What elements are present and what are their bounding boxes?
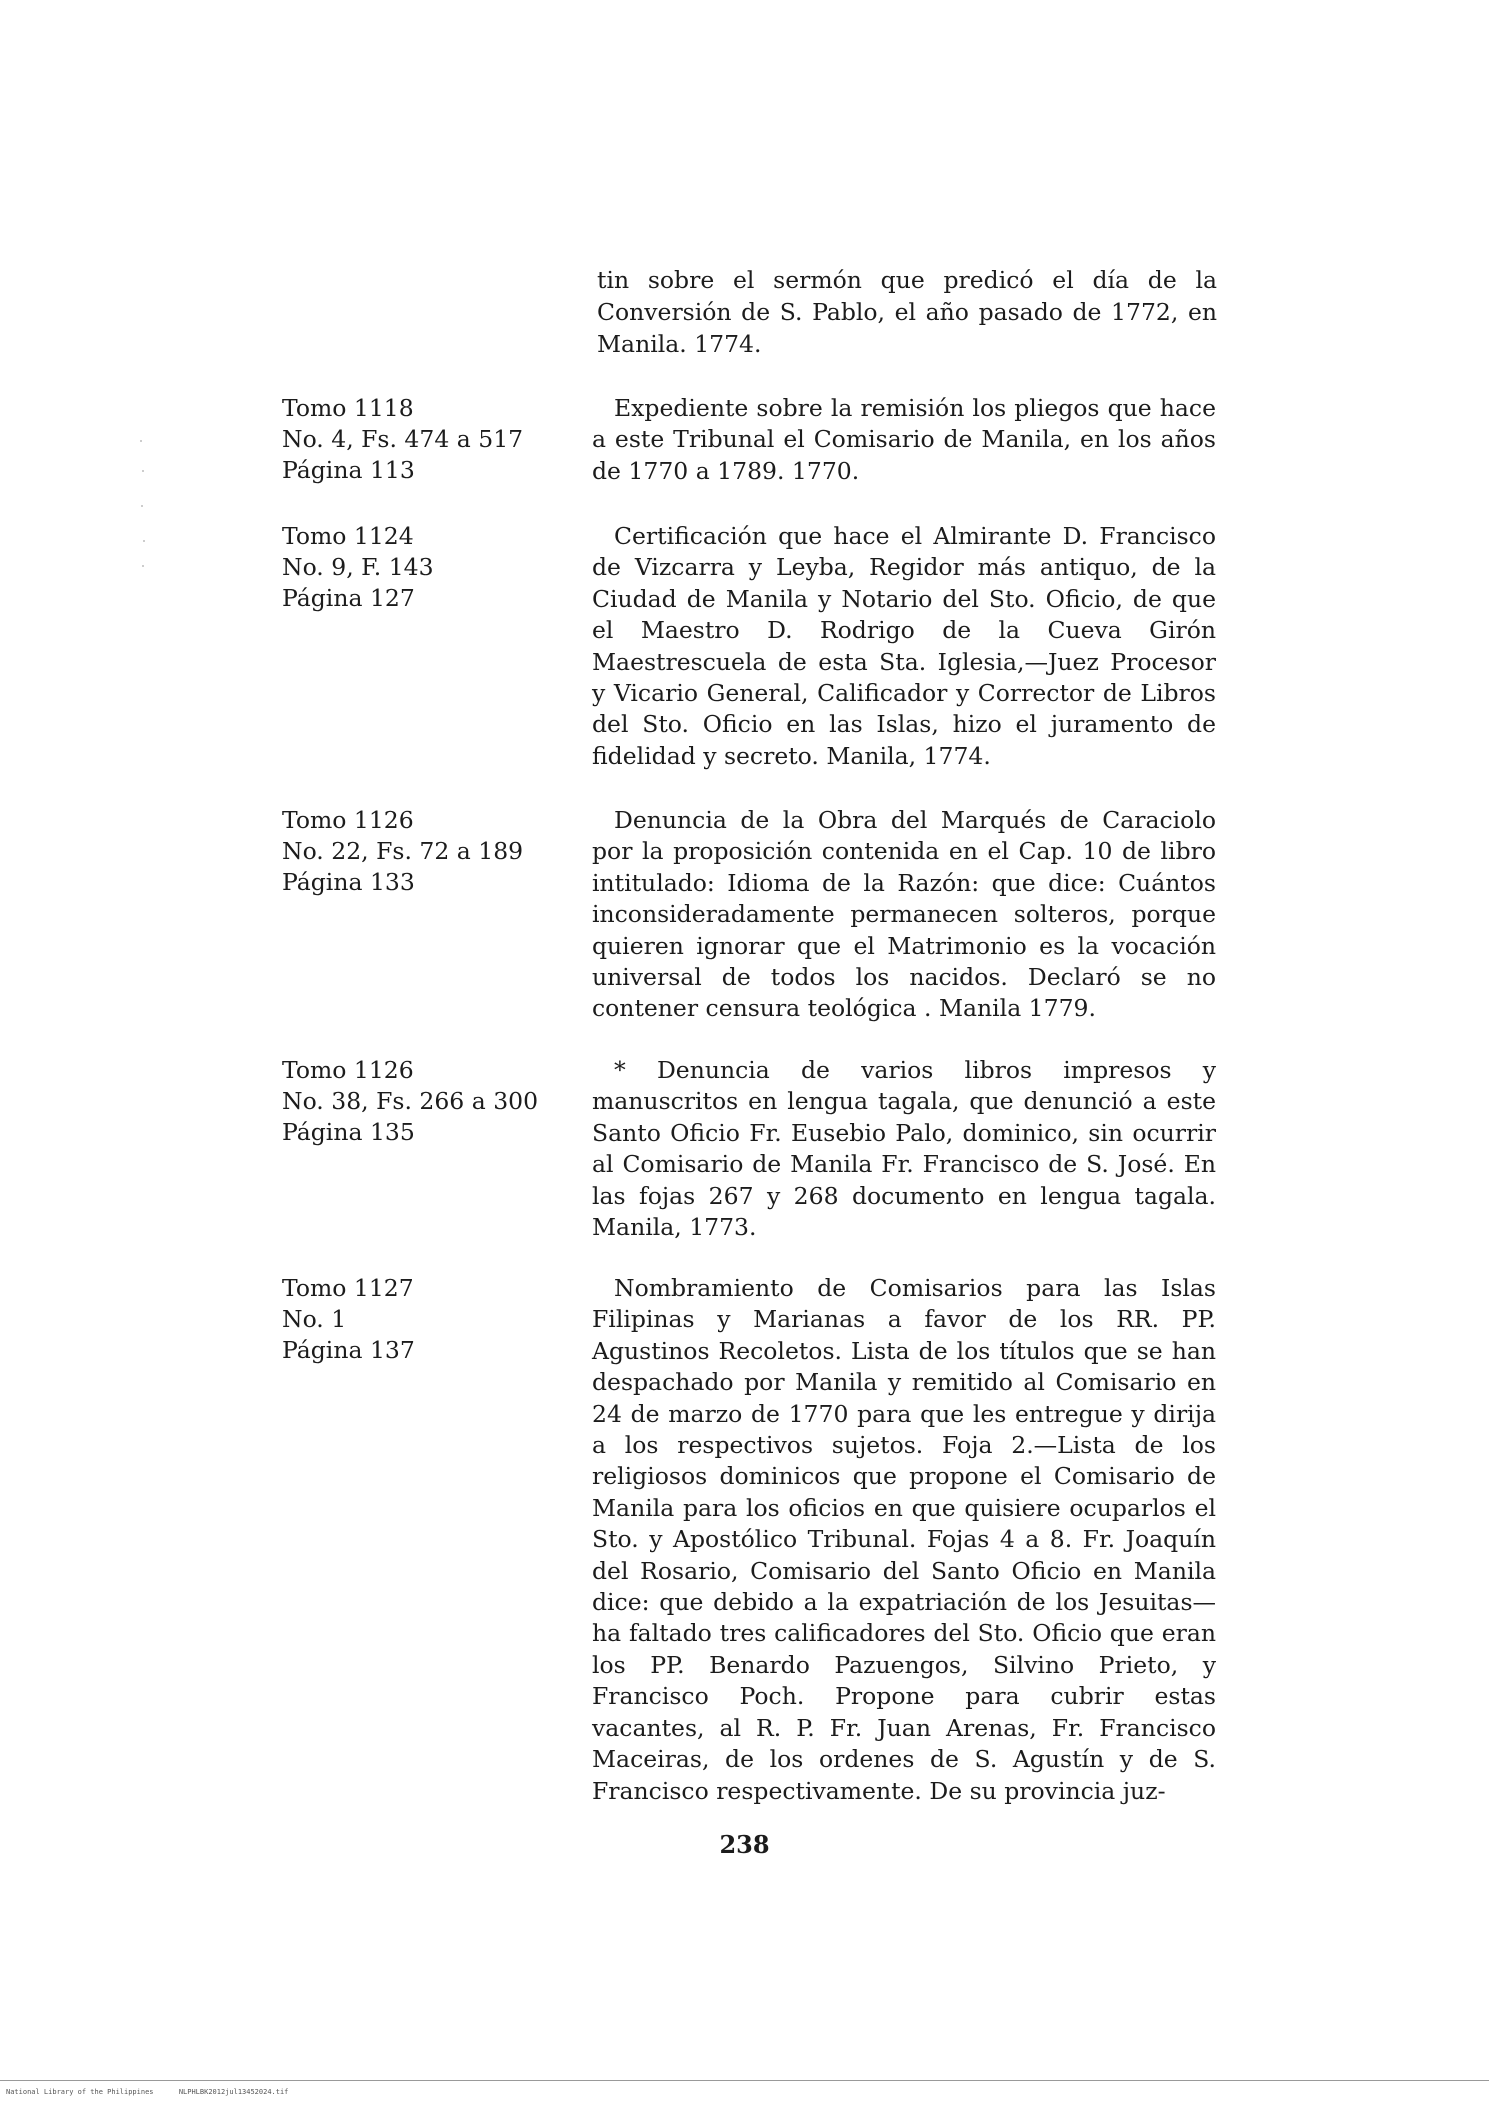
scan-speck (142, 470, 144, 472)
entry-description: Certificación que hace el Almirante D. Francisco de Vizcarra y Leyba, Regidor más antiquo, de la Ciudad de Manila y Notario del Sto. Oficio, de que el Maestro D. Rodrigo de la Cueva Girón Maestrescuela de esta Sta. Iglesia,—Juez Procesor y Vicario General, Calificador y Corrector de Libros del Sto. Oficio en las Islas, hizo el juramento de fidelidad y secreto. Manila, 1774. (592, 522, 1216, 770)
tomo-label: Tomo 1124 (282, 522, 414, 550)
folio-label: No. 38, Fs. 266 a 300 (282, 1087, 539, 1115)
footer-library: National Library of the Philippines (6, 2088, 154, 2096)
entry-description: Expediente sobre la remisión los pliegos que hace a este Tribunal el Comisario de Manila, en los años de 1770 a 1789. 1770. (592, 394, 1216, 485)
entry-description: Nombramiento de Comisarios para las Islas Filipinas y Marianas a favor de los RR. PP. Agustinos Recoletos. Lista de los títulos que se han despachado por Manila y remitido al Comisario en 24 de marzo de 1770 para que les entregue y dirija a los respectivos sujetos. Foja 2.—Lista de los religiosos dominicos que propone el Comisario de Manila para los oficios en que quisiere ocuparlos el Sto. y Apostólico Tribunal. Fojas 4 a 8. Fr. Joaquín del Rosario, Comisario del Santo Oficio en Manila dice: que debido a la expatriación de los Jesuitas—ha faltado tres calificadores del Sto. Oficio que eran los PP. Benardo Pazuengos, Silvino Prieto, y Francisco Poch. Propone para cubrir estas vacantes, al R. P. Fr. Juan Arenas, Fr. Francisco Maceiras, de los ordenes de S. Agustín y de S. Francisco respectivamente. De su provincia juz- (592, 1274, 1216, 1805)
tomo-label: Tomo 1126 (282, 806, 414, 834)
pagina-label: Página 135 (282, 1118, 415, 1146)
entry-reference (282, 1273, 582, 1366)
folio-label: No. 22, Fs. 72 a 189 (282, 837, 524, 865)
folio-label: No. 9, F. 143 (282, 553, 434, 581)
folio-label: No. 1 (282, 1305, 347, 1333)
folio-label: No. 4, Fs. 474 a 517 (282, 425, 524, 453)
entry-reference (282, 805, 582, 898)
entry-description: Denuncia de la Obra del Marqués de Caraciolo por la proposición contenida en el Cap. 10 de libro intitulado: Idioma de la Razón: que dice: Cuántos inconsideradamente permanecen solteros, porque quieren ignorar que el Matrimonio es la vocación universal de todos los nacidos. Declaró se no contener censura teológica . Manila 1779. (592, 806, 1216, 1023)
scan-footer (6, 2088, 288, 2096)
tomo-label: Tomo 1127 (282, 1274, 414, 1302)
scan-speck (143, 540, 145, 542)
pagina-label: Página 127 (282, 584, 415, 612)
scan-speck (142, 565, 144, 567)
tomo-label: Tomo 1126 (282, 1056, 414, 1084)
scan-speck (140, 440, 142, 442)
page-number: 238 (719, 1830, 770, 1859)
entry-reference (282, 1055, 582, 1148)
scan-speck (141, 505, 143, 507)
footer-divider (0, 2080, 1489, 2081)
entry-reference (282, 393, 582, 486)
tomo-label: Tomo 1118 (282, 394, 414, 422)
continued-entry-text: tin sobre el sermón que predicó el día de la Conversión de S. Pablo, el año pasado de 1772, en Manila. 1774. (597, 266, 1217, 358)
pagina-label: Página 133 (282, 868, 415, 896)
entry-description: * Denuncia de varios libros impresos y manuscritos en lengua tagala, que denunció a este Santo Oficio Fr. Eusebio Palo, dominico, sin ocurrir al Comisario de Manila Fr. Francisco de S. José. En las fojas 267 y 268 documento en lengua tagala. Manila, 1773. (592, 1056, 1216, 1242)
pagina-label: Página 113 (282, 456, 415, 484)
entry-reference (282, 521, 582, 614)
pagina-label: Página 137 (282, 1336, 415, 1364)
footer-file: NLPHLBK2012jul13452024.tif (178, 2088, 289, 2096)
